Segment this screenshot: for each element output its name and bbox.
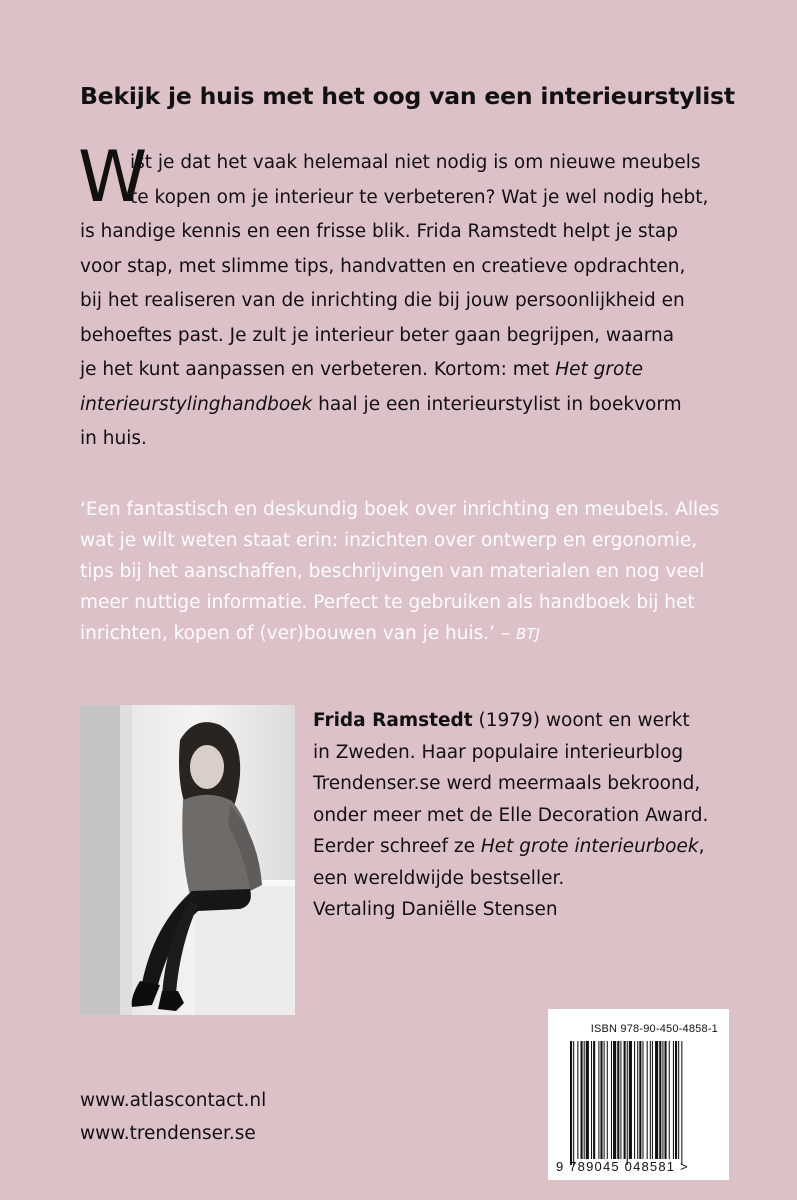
barcode-bar: [573, 1041, 574, 1165]
bio-line: [313, 831, 753, 863]
barcode-bar: [600, 1041, 602, 1159]
bio-line: een wereldwijde bestseller.: [313, 867, 565, 889]
intro-line: [80, 353, 760, 388]
author-bio: [313, 705, 753, 926]
barcode-bar: [673, 1041, 674, 1159]
barcode-bar: [607, 1041, 608, 1159]
barcode-bar: [634, 1041, 635, 1159]
bio-text: (1979) woont en werkt: [472, 710, 690, 731]
review-quote: [80, 494, 770, 649]
barcode-bar: [681, 1041, 682, 1165]
bio-line: onder meer met de Elle Decoration Award.: [313, 804, 709, 826]
bio-line: Trendenser.se werd meermaals bekroond,: [313, 773, 701, 794]
intro-line: ist je dat het vaak helemaal niet nodig is om nieuwe meubels: [130, 152, 701, 173]
intro-text: je het kunt aanpassen en verbeteren. Kortom: met: [80, 359, 556, 380]
barcode-bar: [620, 1041, 621, 1159]
intro-line: is handige kennis en een frisse blik. Frida Ramstedt helpt je stap: [80, 221, 678, 242]
barcode-bar: [581, 1041, 583, 1159]
barcode-bar: [650, 1041, 651, 1159]
barcode-bar: [598, 1041, 599, 1159]
website-links: [80, 1084, 266, 1150]
barcode-bar: [604, 1041, 605, 1159]
intro-line: [80, 388, 760, 423]
intro-line: in huis.: [80, 428, 147, 449]
bio-text: Eerder schreef ze: [313, 836, 481, 857]
barcode-bar: [611, 1041, 612, 1159]
cover-heading: Bekijk je huis met het oog van een interieurstylist: [80, 82, 735, 110]
barcode-bar: [655, 1041, 658, 1159]
barcode-bar: [627, 1041, 628, 1165]
quote-line: meer nuttige informatie. Perfect te gebruiken als handboek bij het: [80, 592, 695, 613]
drop-cap: W: [78, 136, 148, 218]
barcode-bar: [669, 1041, 670, 1159]
author-name: Frida Ramstedt: [313, 710, 473, 731]
book-title-part: Het grote: [555, 359, 643, 380]
intro-text: haal je een interieurstylist in boekvorm: [312, 393, 682, 415]
barcode-bars: [548, 1009, 729, 1180]
barcode-bar: [659, 1041, 661, 1159]
barcode-bar: [675, 1041, 677, 1159]
intro-line: te kopen om je interieur te verbeteren? Wat je wel nodig hebt,: [130, 186, 709, 208]
barcode-bar: [624, 1041, 626, 1159]
intro-line: behoeftes past. Je zult je interieur beter gaan begrijpen, waarna: [80, 324, 675, 346]
bio-text: ,: [698, 836, 705, 857]
barcode-block: [548, 1009, 729, 1180]
barcode-bar: [665, 1041, 667, 1159]
book-title-part: interieurstylinghandboek: [80, 393, 313, 415]
barcode-bar: [586, 1041, 589, 1159]
author-photo: [80, 705, 295, 1015]
barcode-bar: [570, 1041, 572, 1165]
quote-source: BTJ: [516, 625, 540, 643]
translator-credit: Vertaling Daniëlle Stensen: [313, 899, 558, 920]
bio-line: in Zweden. Haar populaire interieurblog: [313, 741, 684, 763]
quote-line: wat je wilt weten staat erin: inzichten over ontwerp en ergonomie,: [80, 530, 698, 551]
isbn-label: ISBN 978-90-450-4858-1: [590, 1023, 718, 1035]
quote-text: inrichten, kopen of (ver)bouwen van je huis.’ –: [80, 623, 517, 644]
barcode-bar: [593, 1041, 595, 1159]
barcode-bar: [647, 1041, 648, 1159]
barcode-bar: [642, 1041, 643, 1159]
author-photo-illustration: [80, 705, 295, 1015]
barcode-bar: [584, 1041, 585, 1159]
blog-url[interactable]: www.trendenser.se: [80, 1123, 256, 1144]
barcode-bar: [637, 1041, 638, 1159]
intro-line: bij het realiseren van de inrichting die bij jouw persoonlijkheid en: [80, 290, 685, 311]
bio-line: [313, 705, 753, 737]
publisher-url[interactable]: www.atlascontact.nl: [80, 1090, 267, 1111]
barcode-bar: [629, 1041, 632, 1159]
barcode-bar: [591, 1041, 592, 1159]
barcode-bar: [678, 1041, 679, 1159]
quote-line: tips bij het aanschaffen, beschrijvingen van materialen en nog veel: [80, 561, 705, 582]
quote-line: ‘Een fantastisch en deskundig boek over inrichting en meubels. Alles: [80, 499, 720, 520]
barcode-bar: [617, 1041, 619, 1159]
intro-line: voor stap, met slimme tips, handvatten en creatieve opdrachten,: [80, 255, 686, 277]
barcode-bar: [652, 1041, 653, 1159]
quote-line: [80, 618, 770, 649]
barcode-bar: [662, 1041, 663, 1159]
barcode-bar: [613, 1041, 616, 1159]
barcode-bar: [639, 1041, 641, 1159]
previous-book-title: Het grote interieurboek: [480, 836, 699, 857]
barcode-bar: [577, 1041, 578, 1159]
intro-paragraph: [80, 146, 760, 457]
barcode-digits: 9 789045 048581 >: [556, 1159, 689, 1174]
